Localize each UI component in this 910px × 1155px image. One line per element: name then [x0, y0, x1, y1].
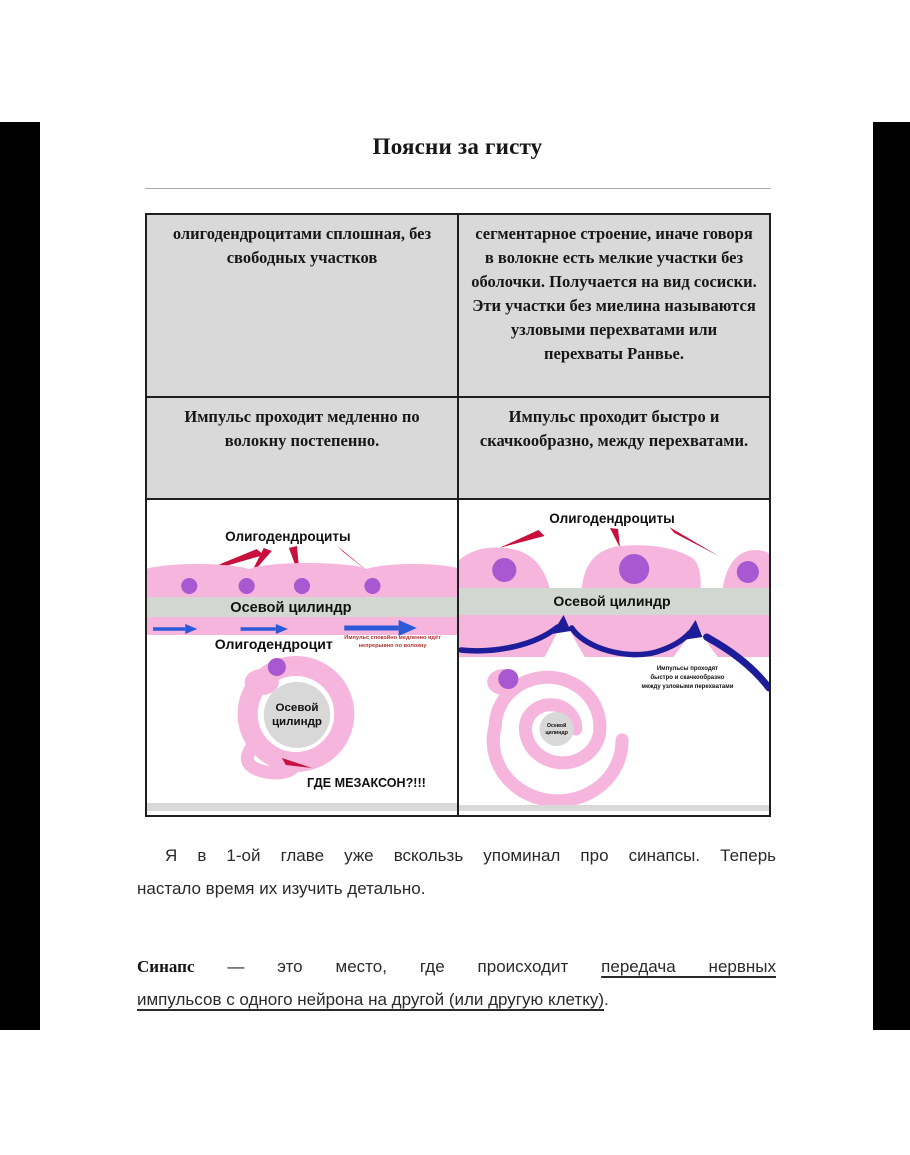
underlined-text: импульсов с одного нейрона на другой (или другую клетку)	[137, 990, 604, 1009]
impulse-note-line2: быстро и скачкообразно	[650, 675, 725, 681]
definition-text: — это место, где происходит	[227, 957, 569, 976]
paragraph-synapse-definition	[137, 950, 776, 1016]
axial-cylinder-label: Осевой цилиндр	[230, 600, 352, 616]
impulse-note-line3: между узловыми перехватами	[641, 684, 734, 690]
cell-diagram-unmyelinated	[146, 499, 458, 816]
axial-cylinder-label: Осевой цилиндр	[553, 593, 671, 609]
table-row	[146, 214, 770, 397]
cell-slow-impulse: Импульс проходит медленно по волокну постепенно.	[146, 397, 458, 499]
cell-continuous-sheath: олигодендроцитами сплошная, без свободных участков	[146, 214, 458, 397]
paragraph-line	[137, 950, 776, 983]
cell-diagram-myelinated	[458, 499, 770, 816]
axial-cylinder-circle-line1: Осевой	[275, 702, 319, 714]
axial-cylinder-circle-line1: Осевой	[546, 723, 567, 729]
paragraph-synapse-intro	[137, 839, 776, 905]
underlined-text: передача нервных	[601, 957, 776, 976]
impulse-note-line1: Импульсы проходят	[656, 666, 719, 672]
diagram-unmyelinated-fiber	[147, 500, 457, 811]
image-bottom-strip	[459, 805, 769, 811]
diagram-myelinated-fiber	[459, 500, 769, 811]
title-divider	[145, 188, 771, 189]
oligodendrocyte-label: Олигодендроцит	[214, 636, 333, 652]
table-row	[146, 499, 770, 816]
page-title: Поясни за гисту	[372, 134, 543, 159]
comparison-table	[145, 213, 771, 817]
impulse-note-line2: непрерывно по волокну	[358, 643, 427, 649]
table-row	[146, 397, 770, 499]
right-black-margin-bar	[873, 122, 910, 1030]
impulse-note-line1: Импульс спокойно медленно идёт	[344, 635, 441, 641]
oligodendrocytes-label: Олигодендроциты	[225, 529, 351, 544]
paragraph-line: настало время их изучить детально.	[137, 879, 426, 898]
image-bottom-strip	[147, 803, 457, 811]
nucleus-dot	[268, 658, 286, 676]
axial-cylinder-circle-line2: цилиндр	[271, 716, 322, 728]
axon-band	[147, 563, 457, 635]
cell-segmented-sheath: сегментарное строение, иначе говоря в волокне есть мелкие участки без оболочки. Получается на вид сосиски. Эти участки без миелина называются узловыми перехватами или перехваты Ранвье.	[458, 214, 770, 397]
axial-cylinder-circle-line2: цилиндр	[545, 730, 568, 736]
cell-fast-impulse: Импульс проходит быстро и скачкообразно, между перехватами.	[458, 397, 770, 499]
left-black-margin-bar	[0, 122, 40, 1030]
oligodendrocytes-label: Олигодендроциты	[549, 511, 675, 526]
nucleus-dot	[498, 669, 518, 689]
paragraph-line	[137, 983, 776, 1016]
paragraph-line: Я в 1-ой главе уже вскользь упоминал про синапсы. Теперь	[165, 846, 776, 865]
sentence-period: .	[604, 990, 609, 1009]
mesaxon-label: ГДЕ МЕЗАКСОН?!!!	[306, 776, 426, 790]
term-synapse: Синапс	[137, 957, 195, 976]
